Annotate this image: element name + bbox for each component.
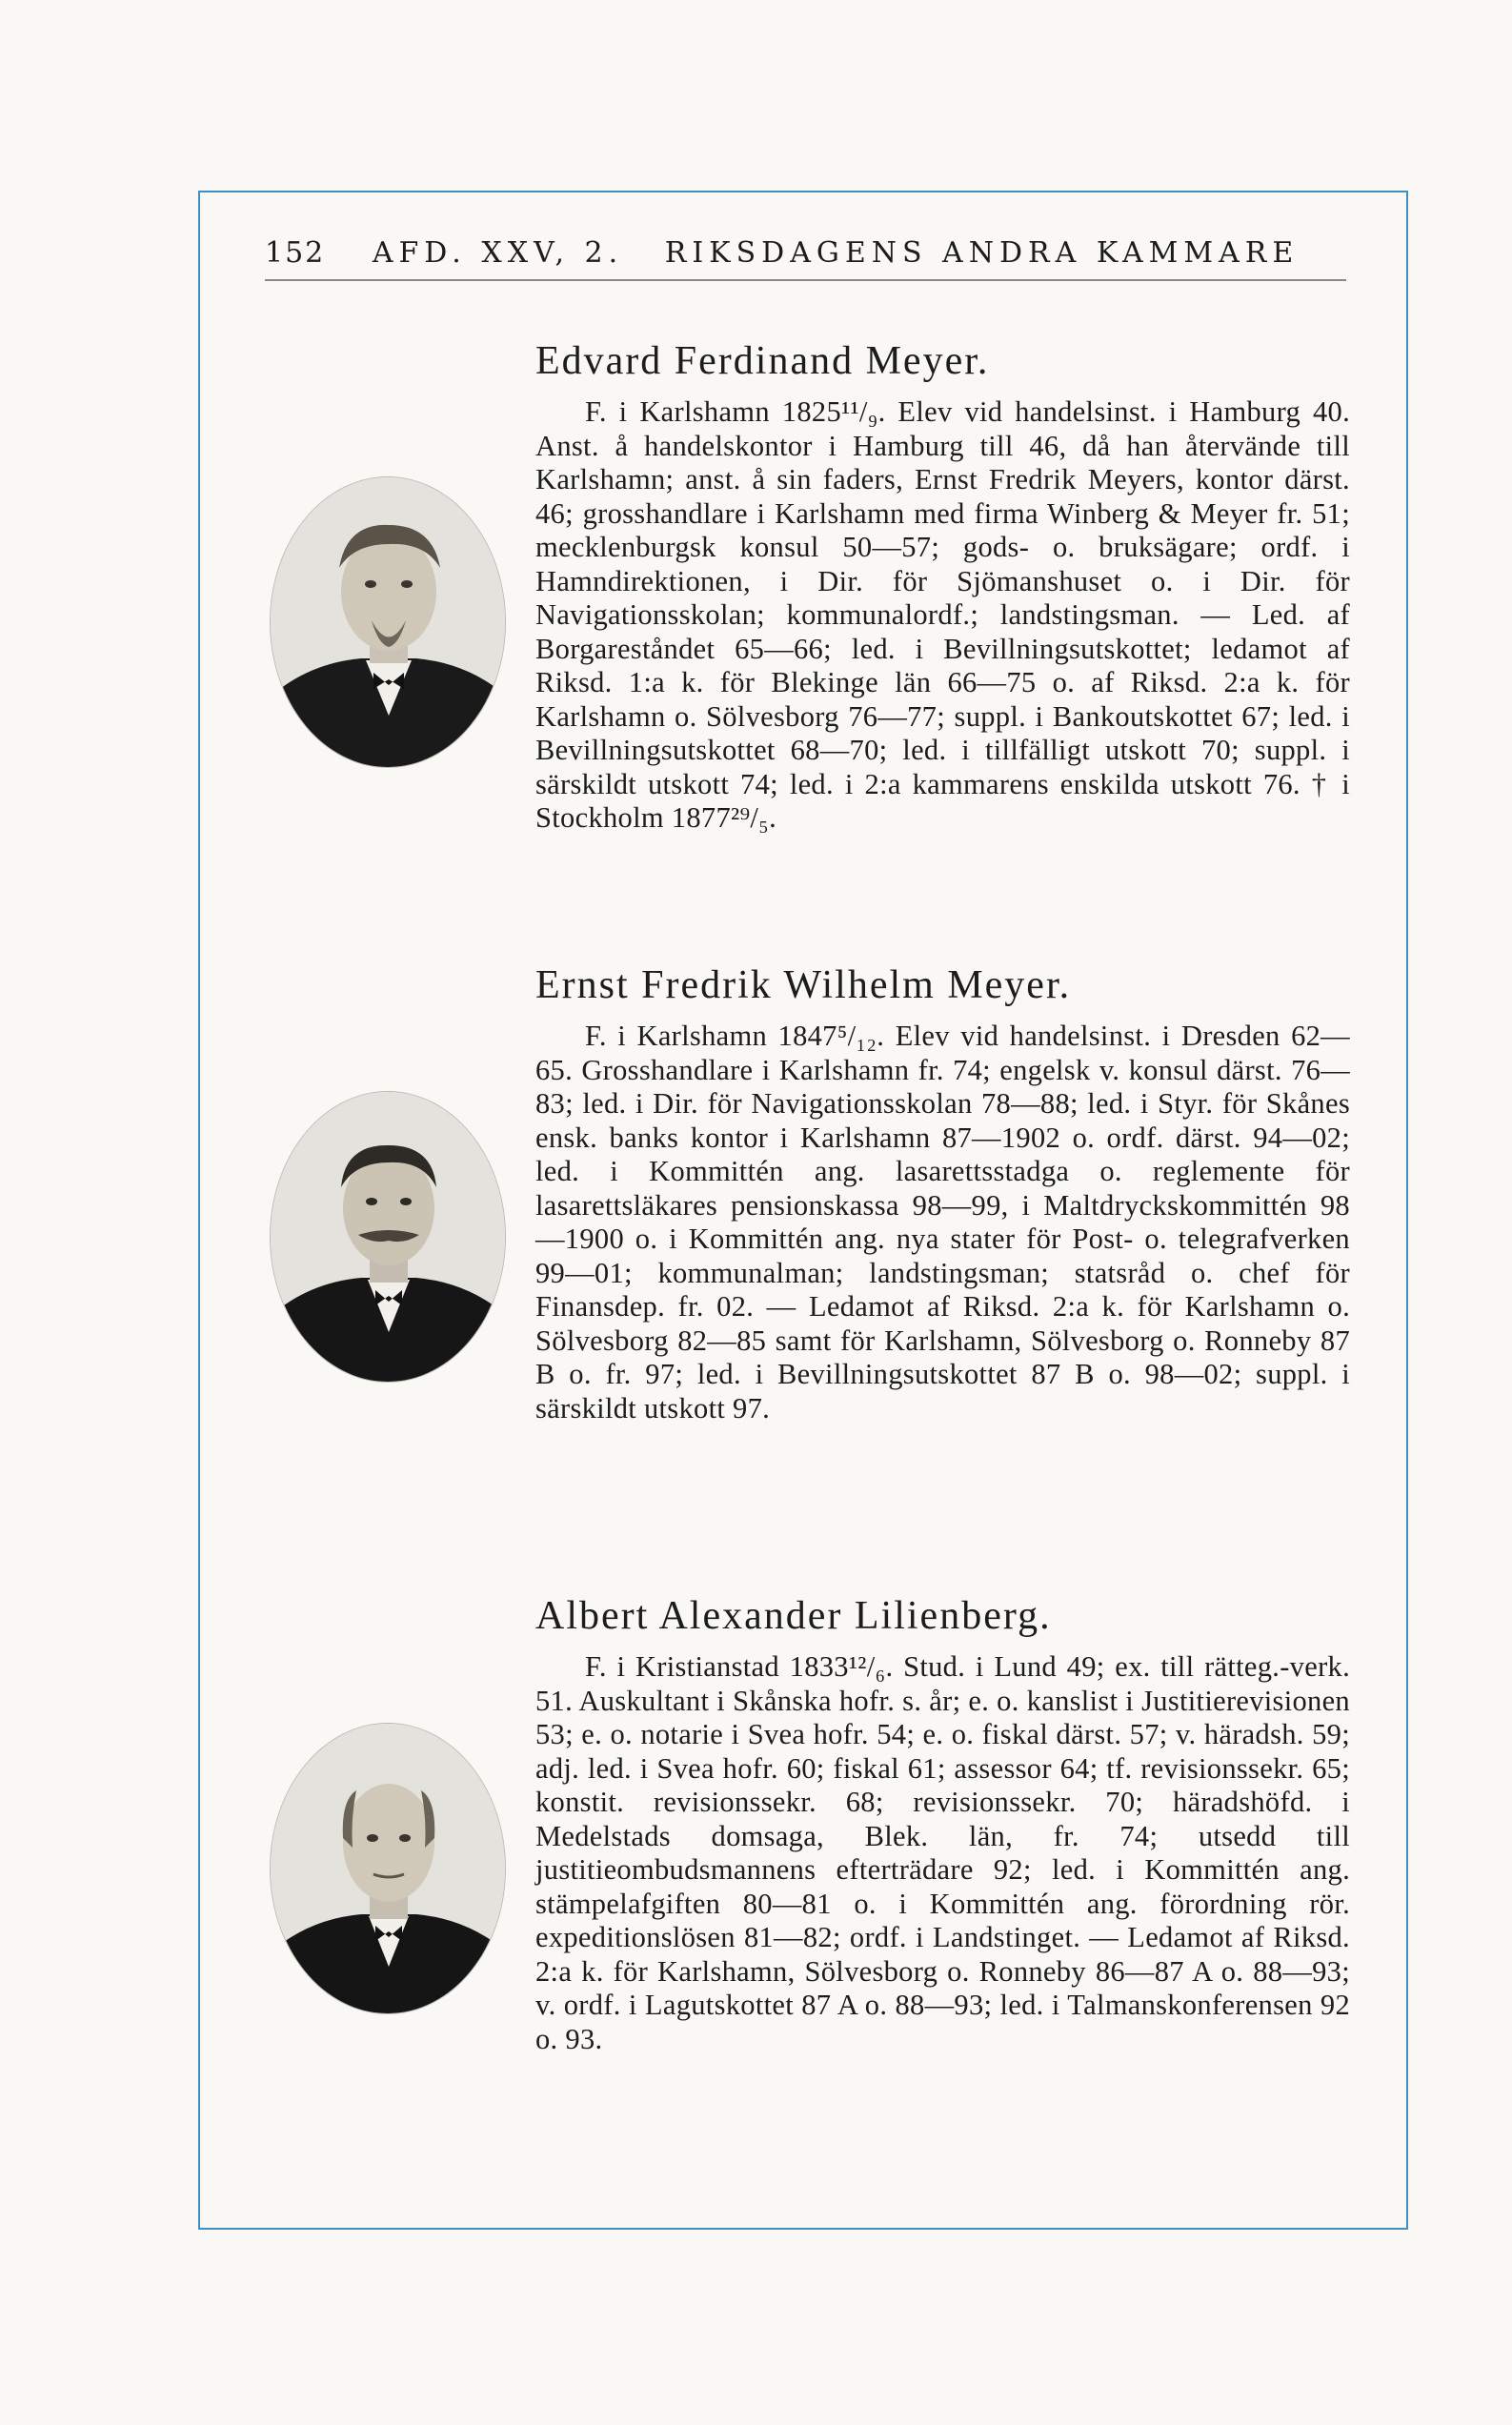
running-head [265,236,1346,270]
portrait-albert-lilienberg [270,1723,506,2014]
entry-name-edvard-meyer: Edvard Ferdinand Meyer. [535,339,990,383]
entry-name-albert-lilienberg: Albert Alexander Lilienberg. [535,1594,1052,1638]
entry-text-edvard-meyer [535,395,1350,836]
entry-paragraph: F. i Karlshamn 1825¹¹/₉. Elev vid handelsinst. i Hamburg 40. Anst. å handelskontor i Hamburg till 46, då han återvände till Karlshamn; anst. å sin faders, Ernst Fredrik Meyers, kontor därst. 46; grosshandlare i Karlshamn med firma Winberg & Meyer fr. 51; mecklenburgsk konsul 50—57; gods- o. bruksägare; ordf. i Hamndirektionen, i Dir. för Sjömanshuset o. i Dir. för Navigationsskolan; kommunalordf.; landstingsman. — Led. af Borgareståndet 65—66; led. i Bevillningsutskottet; ledamot af Riksd. 1:a k. för Blekinge län 66—75 o. af Riksd. 2:a k. för Karlshamn o. Sölvesborg 76—77; suppl. i Bankoutskottet 67; led. i Bevillningsutskottet 68—70; led. i tillfälligt utskott 70; suppl. i särskildt utskott 74; led. i 2:a kammarens enskilda utskott 76. † i Stockholm 1877²⁹/₅. [535,395,1350,834]
entry-text-albert-lilienberg [535,1650,1350,2056]
entry-paragraph: F. i Kristianstad 1833¹²/₆. Stud. i Lund 49; ex. till rätteg.-verk. 51. Auskultant i Skånska hofr. s. år; e. o. kanslist i Justitierevisionen 53; e. o. notarie i Svea hofr. 54; e. o. fiskal därst. 57; v. häradsh. 59; adj. led. i Svea hofr. 60; fiskal 61; assessor 64; tf. revisionssekr. 65; konstit. revisionssekr. 68; revisionssekr. 70; häradshöfd. i Medelstads domsaga, Blek. län, fr. 74; utsedd till justitieombudsmannens efterträdare 92; led. i Kommittén ang. stämpelafgiften 80—81 o. i Kommittén ang. förordning rör. expeditionslösen 81—82; ordf. i Landstinget. — Ledamot af Riksd. 2:a k. för Karlshamn, Sölvesborg o. Ronneby 86—87 A o. 88—93; v. ordf. i Lagutskottet 87 A o. 88—93; led. i Talmanskonferensen 92 o. 93. [535,1650,1350,2055]
page-number: 152 [265,236,326,270]
entry-text-ernst-meyer [535,1020,1350,1425]
portrait-image [271,1724,506,2014]
portrait-image [271,1092,506,1383]
running-title: RIKSDAGENS ANDRA KAMMARE [664,236,1300,270]
portrait-ernst-meyer [270,1091,506,1383]
portrait-edvard-meyer [270,476,506,768]
header-rule [265,279,1346,281]
entry-paragraph: F. i Karlshamn 1847⁵/₁₂. Elev vid handelsinst. i Dresden 62—65. Grosshandlare i Karlshamn fr. 74; engelsk v. konsul därst. 76—83; led. i Dir. för Navigationsskolan 78—88; led. i Styr. för Skånes ensk. banks kontor i Karlshamn 87—1902 o. ordf. därst. 94—02; led. i Kommittén ang. lasarettsstadga o. reglemente för lasarettsläkares pensionskassa 98—99, i Maltdryckskommittén 98—1900 o. i Kommittén ang. nya stater för Post- o. telegrafverken 99—01; kommunalman; landstingsman; statsråd o. chef för Finansdep. fr. 02. — Ledamot af Riksd. 2:a k. för Karlshamn o. Sölvesborg 82—85 samt för Karlshamn, Sölvesborg o. Ronneby 87 B o. fr. 97; led. i Bevillningsutskottet 87 B o. 98—02; suppl. i särskildt utskott 97. [535,1020,1350,1425]
section-label: AFD. XXV, 2. [372,236,624,270]
entry-name-ernst-meyer: Ernst Fredrik Wilhelm Meyer. [535,963,1072,1007]
portrait-image [271,477,506,768]
